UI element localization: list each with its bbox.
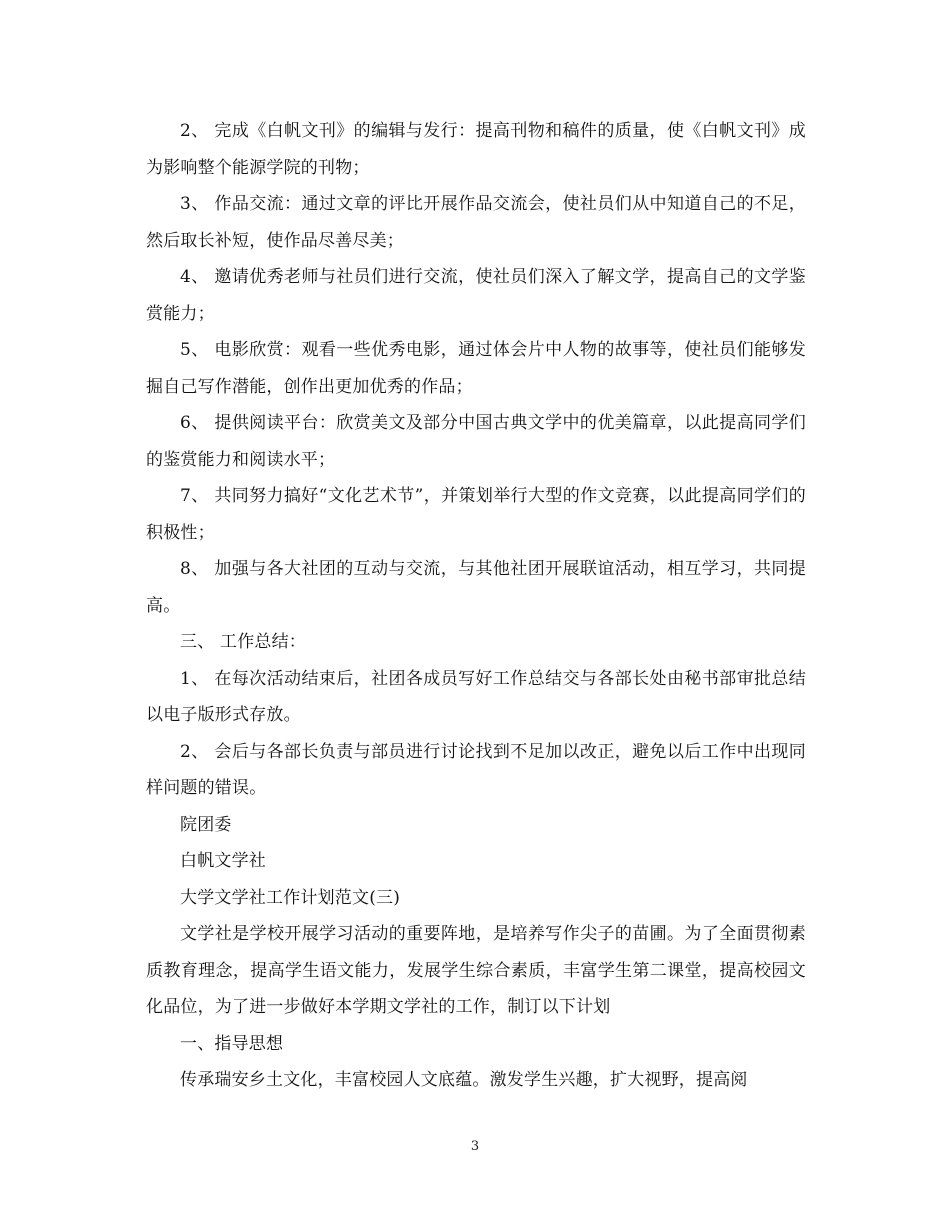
paragraph-item-2: 2、 完成《白帆文刊》的编辑与发行：提高刊物和稿件的质量，使《白帆文刊》成为影响整个能源学院的刊物； — [146, 121, 806, 178]
summary-item-1: 1、 在每次活动结束后，社团各成员写好工作总结交与各部长处由秘书部审批总结以电子版形式存放。 — [146, 668, 806, 725]
page-number: 3 — [470, 1139, 480, 1154]
summary-item-2: 2、 会后与各部长负责与部员进行讨论找到不足加以改正，避免以后工作中出现同样问题的错误。 — [146, 741, 806, 798]
document-subtitle: 大学文学社工作计划范文(三) — [180, 887, 401, 908]
intro-paragraph: 文学社是学校开展学习活动的重要阵地，是培养写作尖子的苗圃。为了全面贯彻素质教育理念，提高学生语文能力，发展学生综合素质，丰富学生第二课堂，提高校园文化品位，为了进一步做好本学期文学社的工作，制订以下计划 — [146, 924, 806, 1017]
paragraph-item-6: 6、 提供阅读平台：欣赏美文及部分中国古典文学中的优美篇章，以此提高同学们的鉴赏能力和阅读水平； — [146, 413, 806, 470]
paragraph-item-8: 8、 加强与各大社团的互动与交流，与其他社团开展联谊活动，相互学习，共同提高。 — [146, 559, 806, 616]
paragraph-item-3: 3、 作品交流：通过文章的评比开展作品交流会，使社员们从中知道自己的不足，然后取长补短，使作品尽善尽美； — [146, 194, 806, 251]
paragraph-item-4: 4、 邀请优秀老师与社员们进行交流，使社员们深入了解文学，提高自己的文学鉴赏能力； — [146, 267, 806, 324]
paragraph-item-7: 7、 共同努力搞好“文化艺术节”，并策划举行大型的作文竞赛，以此提高同学们的积极性； — [146, 486, 806, 543]
paragraph-item-5: 5、 电影欣赏：观看一些优秀电影，通过体会片中人物的故事等，使社员们能够发掘自己写作潜能，创作出更加优秀的作品； — [146, 340, 806, 397]
section-heading-work-summary: 三、 工作总结： — [180, 632, 307, 652]
section-heading-guiding-ideology: 一、指导思想 — [180, 1033, 284, 1054]
signature-organization: 院团委 — [180, 814, 232, 835]
document-body — [146, 113, 806, 1099]
signature-club: 白帆文学社 — [180, 851, 266, 871]
guiding-ideology-paragraph: 传承瑞安乡土文化，丰富校园人文底蕴。激发学生兴趣，扩大视野，提高阅 — [180, 1070, 748, 1090]
